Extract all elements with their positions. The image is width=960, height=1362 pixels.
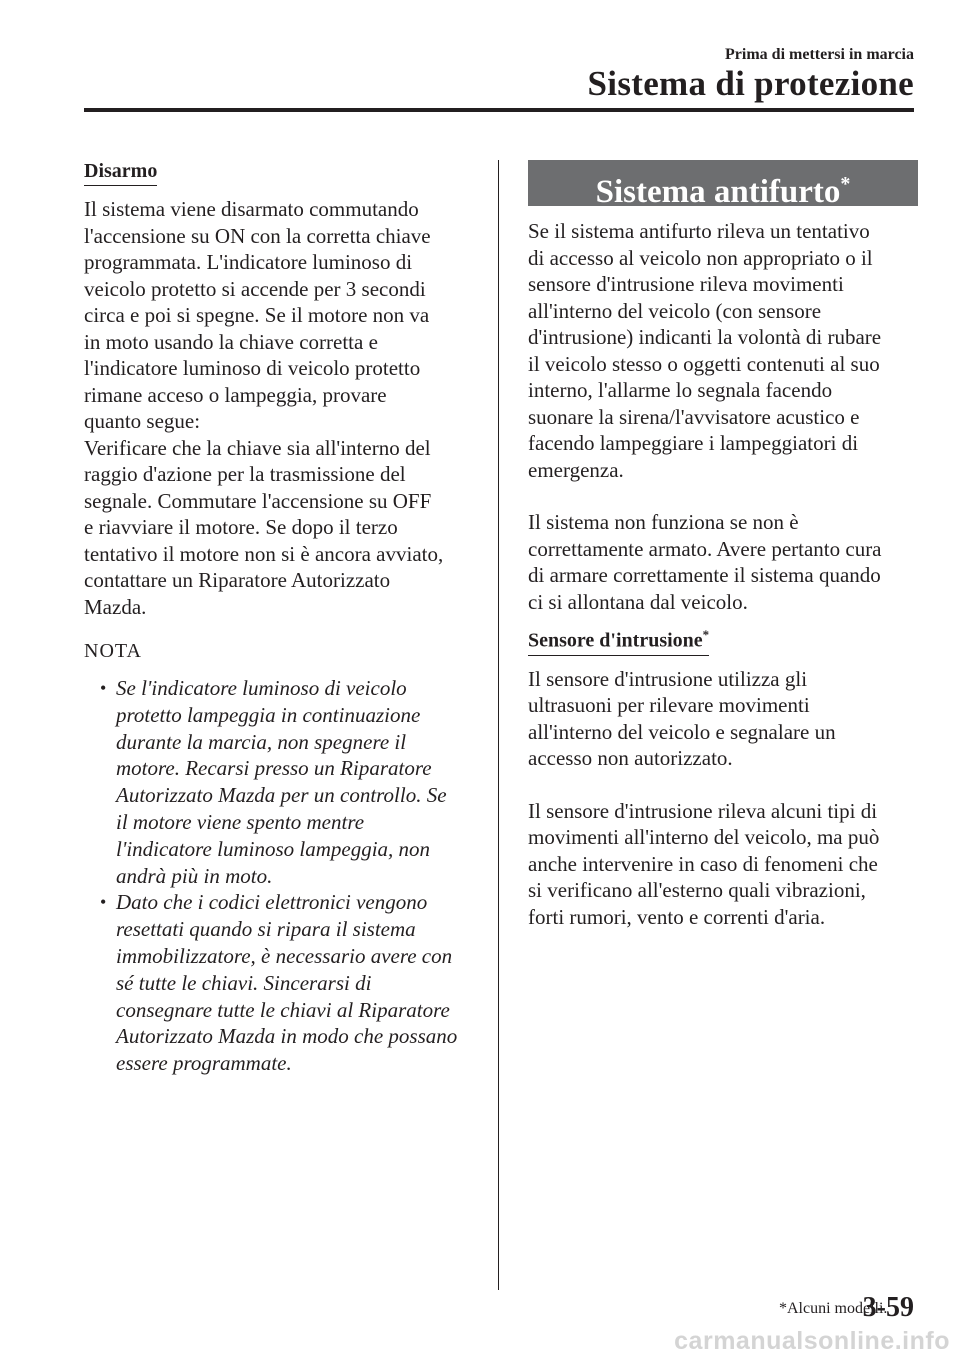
nota-label: NOTA	[84, 640, 142, 662]
disarm-heading: Disarmo	[84, 160, 157, 186]
bullet-icon: •	[100, 892, 107, 913]
footer-note: *Alcuni modelli.	[779, 1300, 888, 1317]
intro-text: Se il sistema antifurto rileva un tentativo di accesso al veicolo non appropriato o il sensore d'intrusione rileva movimenti all'interno del veicolo (con sensore d'intrusione) indicanti la volontà di rubare il veicolo stesso o oggetti contenuti al suo interno, l'allarme lo segnala facendo suonare la sirena/l'avvisatore acustico e facendo lampeggiare i lampeggiatori di emergenza.	[528, 219, 882, 482]
page-title: Sistema di protezione	[587, 64, 914, 103]
note-item	[100, 889, 468, 1077]
right-column	[528, 160, 918, 930]
watermark: carmanualsonline.info	[674, 1327, 950, 1355]
section-banner	[528, 160, 918, 210]
header-rule	[84, 108, 914, 112]
page-number: 3-59	[862, 1292, 914, 1323]
header-section: Prima di mettersi in marcia	[725, 46, 914, 63]
banner-title: Sistema antifurto	[595, 174, 841, 210]
note-item	[100, 675, 468, 889]
bullet-icon: •	[100, 678, 107, 698]
notes-list	[84, 675, 468, 1077]
note-text: Se l'indicatore luminoso di veicolo protetto lampeggia in continuazione durante la marcia, non spegnere il motore. Recarsi presso un Riparatore Autorizzato Mazda per un controllo. Se il motore viene spento mentre l'indicatore luminoso lampeggia, non andrà più in moto.	[116, 676, 447, 888]
banner-asterisk: *	[840, 173, 851, 195]
left-column	[84, 160, 468, 1077]
disarm-text: Il sistema viene disarmato commutando l'accensione su ON con la corretta chiave programmata. L'indicatore luminoso di veicolo protetto si accende per 3 secondi circa e poi si spegne. Se il motore non va in moto usando la chiave corretta e l'indicatore luminoso di veicolo protetto rimane acceso o lampeggia, provare quanto segue: Verificare che la chiave sia all'interno del raggio d'azione per la trasmissione del segnale. Commutare l'accensione su OFF e riavviare il motore. Se dopo il terzo tentativo il motore non si è ancora avviato, contattare un Riparatore Autorizzato Mazda.	[84, 197, 444, 619]
sensor-heading-text: Sensore d'intrusione	[528, 629, 703, 652]
sensor-asterisk: *	[702, 627, 710, 642]
column-divider	[498, 160, 499, 1290]
armed-text: Il sistema non funziona se non è correttamente armato. Avere pertanto cura di armare correttamente il sistema quando ci si allontana dal veicolo.	[528, 510, 882, 614]
sensor-text-2: Il sensore d'intrusione rileva alcuni tipi di movimenti all'interno del veicolo, ma può anche intervenire in caso di fenomeni che si verificano all'esterno quali vibrazioni, forti rumori, vento e correnti d'aria.	[528, 798, 880, 929]
note-text: Dato che i codici elettronici vengono resettati quando si ripara il sistema immobilizzatore, è necessario avere con sé tutte le chiavi. Sincerarsi di consegnare tutte le chiavi al Riparatore Autorizzato Mazda in modo che possano essere programmate.	[116, 890, 458, 1076]
sensor-text-1: Il sensore d'intrusione utilizza gli ultrasuoni per rilevare movimenti all'interno del veicolo e segnalare un accesso non autorizzato.	[528, 666, 836, 771]
sensor-heading	[528, 627, 709, 656]
